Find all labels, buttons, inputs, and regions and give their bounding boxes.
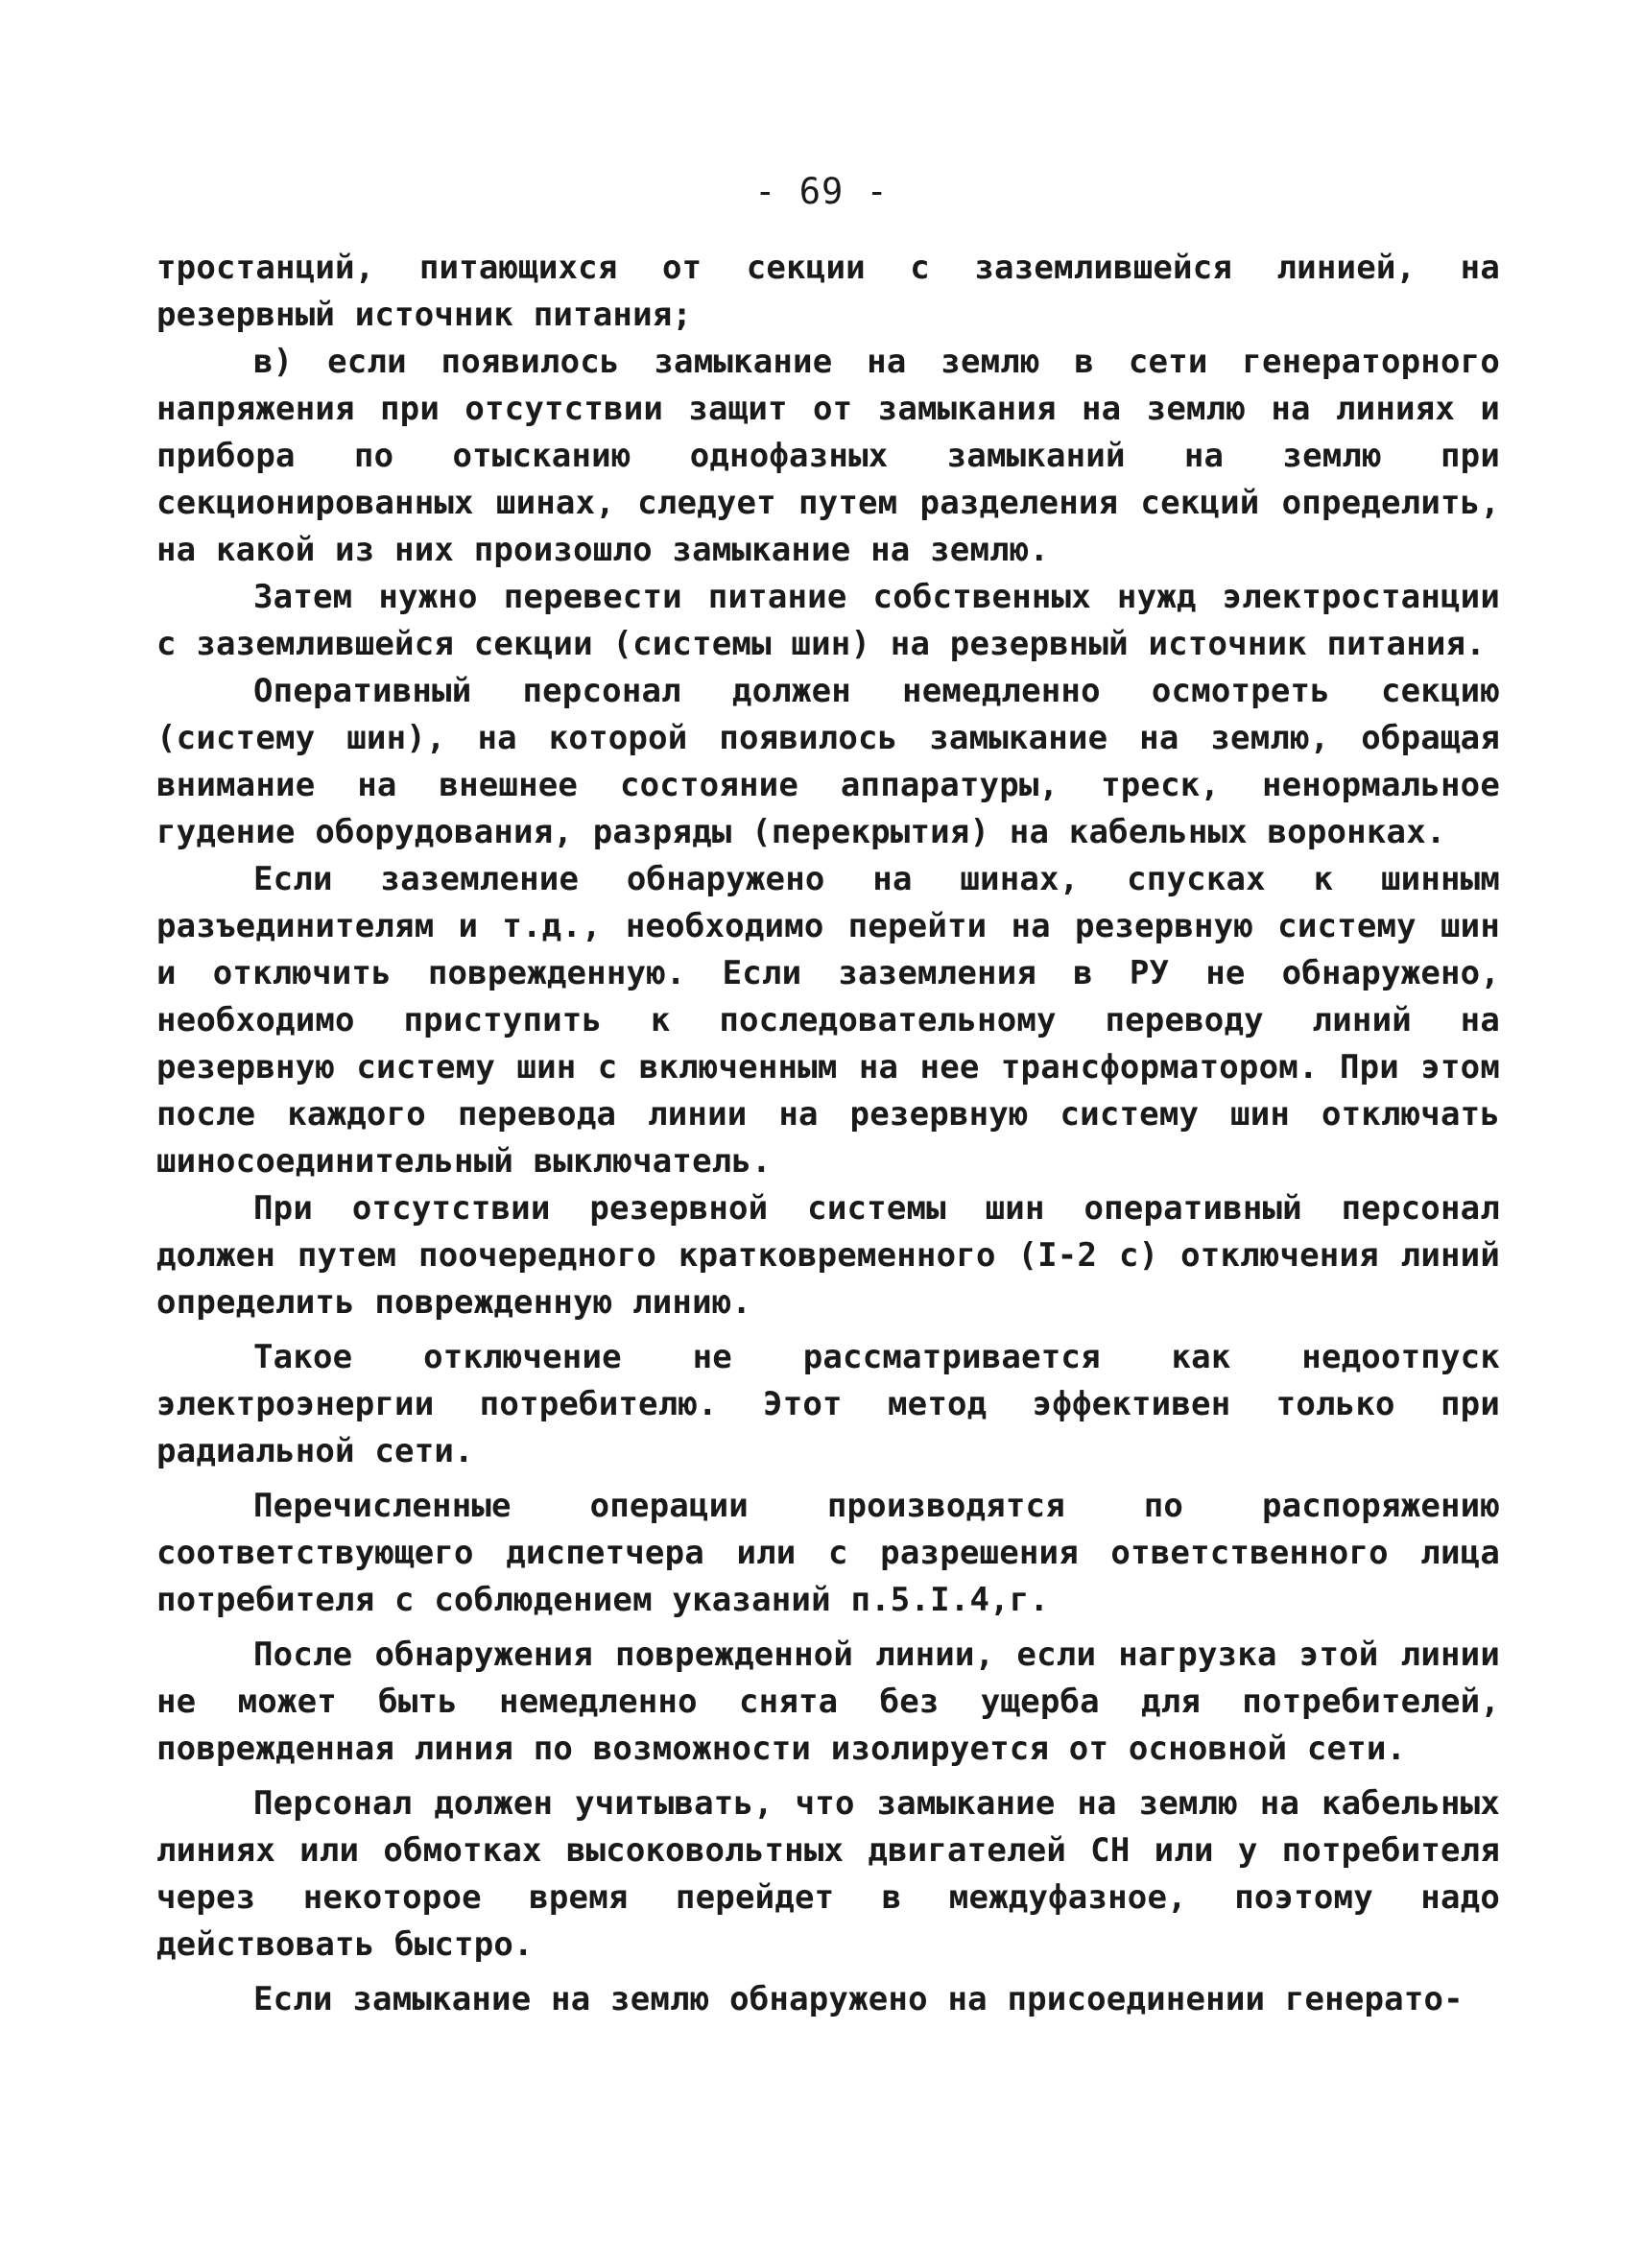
body-text	[156, 245, 1520, 2023]
paragraph-7: Такое отключение не рассматривается как недоотпуск электроэнергии потребителю. Этот метод эффективен только при радиальной сети.	[156, 1338, 1520, 1470]
paragraph-6: При отсутствии резервной системы шин оперативный персонал должен путем поочередного кратковременного (I-2 с) отключения линий определить поврежденную линию.	[156, 1189, 1520, 1322]
page-number: - 69 -	[754, 171, 889, 212]
paragraph-5: Если заземление обнаружено на шинах, спусках к шинным разъединителям и т.д., необходимо перейти на резервную систему шин и отключить поврежденную. Если заземления в РУ не обнаружено, необходимо приступить к последовательному переводу линий на резервную систему шин с включенным на нее трансформатором. При этом после каждого перевода линии на резервную систему шин отключать шиносоединительный выключатель.	[156, 860, 1520, 1181]
paragraph-10: Персонал должен учитывать, что замыкание на землю на кабельных линиях или обмотках высоковольтных двигателей СН или у потребителя через некоторое время перейдет в междуфазное, поэтому надо действовать быстро.	[156, 1784, 1520, 1964]
paragraph-3: Затем нужно перевести питание собственных нужд электростанции с заземлившейся секции (системы шин) на резервный источник питания.	[156, 578, 1520, 663]
paragraph-4: Оперативный персонал должен немедленно осмотреть секцию (систему шин), на которой появилось замыкание на землю, обращая внимание на внешнее состояние аппаратуры, треск, ненормальное гудение оборудования, разряды (перекрытия) на кабельных воронках.	[156, 672, 1520, 851]
paragraph-11: Если замыкание на землю обнаружено на присоединении генерато-	[253, 1980, 1464, 2018]
paragraph-1: тростанций, питающихся от секции с заземлившейся линией, на резервный источник питания;	[156, 249, 1520, 334]
paragraph-8: Перечисленные операции производятся по распоряжению соответствующего диспетчера или с разрешения ответственного лица потребителя с соблюдением указаний п.5.I.4,г.	[156, 1487, 1520, 1619]
paragraph-2: в) если появилось замыкание на землю в сети генераторного напряжения при отсутствии защит от замыкания на землю на линиях и прибора по отысканию однофазных замыканий на землю при секционированных шинах, следует путем разделения секций определить, на какой из них произошло замыкание на землю.	[156, 343, 1520, 569]
paragraph-9: После обнаружения поврежденной линии, если нагрузка этой линии не может быть немедленно снята без ущерба для потребителей, поврежденная линия по возможности изолируется от основной сети.	[156, 1635, 1520, 1768]
